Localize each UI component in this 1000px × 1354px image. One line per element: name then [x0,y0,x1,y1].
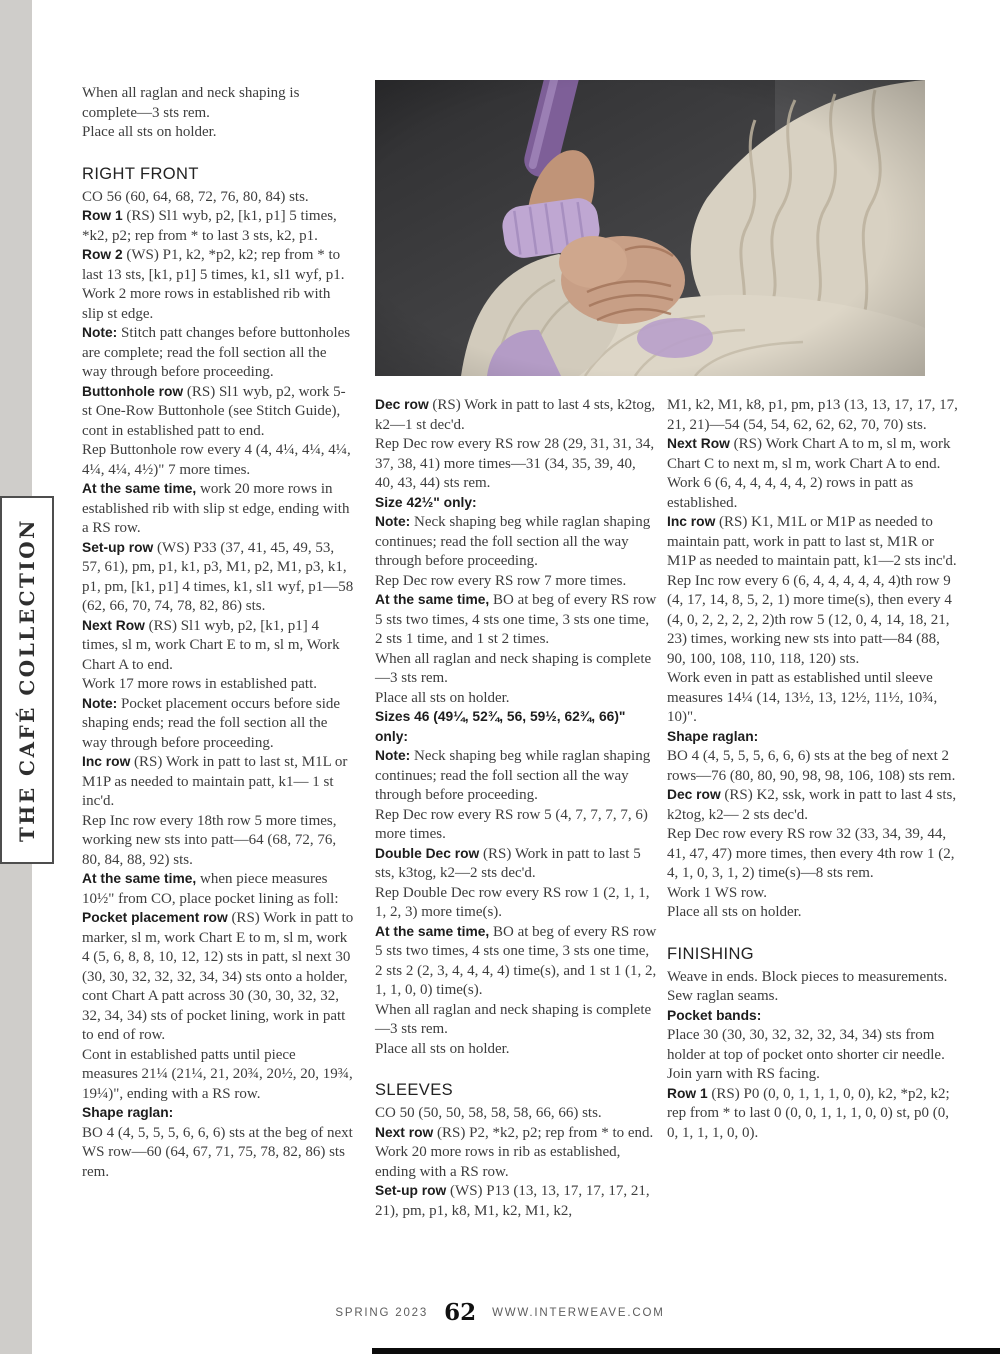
pattern-paragraph: Row 1 (RS) P0 (0, 0, 1, 1, 1, 0, 0), k2, *p2, k2; rep from * to last 0 (0, 0, 1, 1, 1, 0, 0) st, p0 (0, 0, 1, 1, 1, 0, 0). [667,1085,950,1141]
pattern-paragraph: Cont in established patts until piece measures 21¼ (21¼, 21, 20¾, 20½, 20, 19¾, 19¼)", ending with a RS row. [82,1046,353,1102]
pattern-paragraph: Place all sts on holder. [82,124,217,140]
bold-lead-in: Note: [375,514,411,529]
pattern-paragraph: BO 4 (4, 5, 5, 5, 6, 6, 6) sts at the beg of next WS row—60 (64, 67, 71, 75, 78, 82, 86) sts rem. [82,1124,353,1180]
bold-lead-in: Note: [82,325,118,341]
pattern-paragraph: Next row (RS) P2, *k2, p2; rep from * to end. [375,1124,654,1141]
bold-lead-in: Next Row [667,436,730,451]
pattern-paragraph: Set-up row (WS) P13 (13, 13, 17, 17, 17, 21, 21), pm, p1, k8, M1, k2, M1, k2, [375,1183,650,1219]
bold-lead-in: Inc row [82,754,131,770]
bold-lead-in: Double Dec row [375,845,480,861]
pattern-paragraph: Row 1 (RS) Sl1 wyb, p2, [k1, p1] 5 times, *k2, p2; rep from * to last 3 sts, k2, p1. [82,208,337,244]
pattern-paragraph: At the same time, when piece measures 10½" from CO, place pocket lining as foll: [82,871,339,907]
pattern-paragraph: Dec row (RS) K2, ssk, work in patt to last 4 sts, k2tog, k2— 2 sts dec'd. [667,787,957,823]
pattern-paragraph [82,1104,354,1124]
bold-lead-in: Row 2 [82,247,123,263]
pattern-paragraph: Work 2 more rows in established rib with slip st edge. [82,286,331,322]
pattern-paragraph: Place all sts on holder. [375,1040,510,1057]
footer-page-number: 62 [444,1299,477,1326]
page-footer [0,1301,1000,1324]
pattern-paragraph: Pocket placement row (RS) Work in patt to marker, sl m, work Chart E to m, sl m, work 4 (5, 6, 8, 8, 10, 12, 12) sts in patt, sl next 30 (30, 30, 32, 32, 32, 34, 34) sts onto a holder, cont Chart A patt across 30 (30, 30, 32, 32, 32, 34, 34) sts of pocket lining, work in patt to end of row. [82,910,354,1044]
pattern-paragraph: Work 17 more rows in established patt. [82,676,317,693]
pattern-paragraph: Place all sts on holder. [375,689,510,706]
bold-lead-in: At the same time, [82,871,197,887]
footer-website: WWW.INTERWEAVE.COM [492,1306,665,1319]
pattern-paragraph: Note: Neck shaping beg while raglan shaping continues; read the foll section all the way through before proceeding. [375,748,651,803]
bold-lead-in: At the same time, [375,592,490,607]
pattern-paragraph: Work 20 more rows in rib as established, ending with a RS row. [375,1144,621,1180]
pattern-paragraph: CO 56 (60, 64, 68, 72, 76, 80, 84) sts. [82,188,309,205]
pattern-paragraph: At the same time, work 20 more rows in established rib with slip st edge, ending with a RS row. [82,481,350,537]
section-heading: RIGHT FRONT [82,164,199,183]
bold-lead-in: Note: [375,748,411,763]
bold-lead-in: Buttonhole row [82,383,184,399]
section-heading: FINISHING [667,944,755,963]
pattern-paragraph: Rep Dec row every RS row 32 (33, 34, 39, 44, 41, 47, 47) more times, then every 4th row 1 (2, 4, 1, 0, 3, 1, 2) time(s)—8 sts rem. [667,826,955,881]
pattern-paragraph: Row 2 (WS) P1, k2, *p2, k2; rep from * to last 13 sts, [k1, p1] 5 times, k1, sl1 wyf, p1. [82,247,345,283]
pattern-paragraph: Buttonhole row (RS) Sl1 wyb, p2, work 5-st One-Row Buttonhole (see Stitch Guide), cont in established patt to end. [82,383,346,439]
bold-lead-in: Row 1 [82,208,123,224]
bold-lead-in: Pocket bands: [667,1007,762,1023]
text-column-middle [375,396,657,1221]
pattern-paragraph: Work 1 WS row. [667,884,768,901]
collection-banner [0,496,54,864]
bold-lead-in: Row 1 [667,1085,708,1101]
section-heading: SLEEVES [375,1081,454,1099]
pattern-paragraph: Note: Neck shaping beg while raglan shaping continues; read the foll section all the way through before proceeding. [375,514,651,569]
pattern-paragraph: Dec row (RS) Work in patt to last 4 sts, k2tog, k2—1 st dec'd. [375,397,656,433]
pattern-paragraph: Rep Inc row every 18th row 5 more times, working new sts into patt—64 (68, 72, 76, 80, 84, 88, 92) sts. [82,812,337,868]
pattern-paragraph: Rep Dec row every RS row 28 (29, 31, 31, 34, 37, 38, 41) more times—31 (34, 35, 39, 40, 40, 43, 44) sts rem. [375,436,655,491]
bold-lead-in: Shape raglan: [82,1105,174,1121]
pattern-paragraph: Inc row (RS) Work in patt to last st, M1L or M1P as needed to maintain patt, k1— 1 st inc'd. [82,754,348,810]
pattern-paragraph [667,728,959,748]
bold-lead-in: Inc row [667,514,716,529]
pattern-paragraph: M1, k2, M1, k8, p1, pm, p13 (13, 13, 17, 17, 17, 21, 21)—54 (54, 54, 62, 62, 62, 70, 70) sts. [667,397,958,433]
sweater-photo-illustration [375,80,925,376]
pattern-paragraph [667,1007,959,1027]
bold-lead-in: Dec row [375,397,429,412]
text-column-right [667,396,959,1143]
bottom-rule [372,1348,1000,1354]
pattern-paragraph: Next Row (RS) Work Chart A to m, sl m, work Chart C to next m, sl m, work Chart A to end. [667,436,951,472]
pattern-paragraph: Place 30 (30, 30, 32, 32, 32, 34, 34) sts from holder at top of pocket onto shorter cir needle. Join yarn with RS facing. [667,1027,945,1083]
bold-lead-in: Next row [375,1124,434,1140]
text-column-left [82,84,354,1182]
bold-lead-in: At the same time, [82,481,197,497]
pattern-paragraph: When all raglan and neck shaping is complete—3 sts rem. [375,650,652,686]
collection-banner-label: THE CAFÉ COLLECTION [15,518,39,842]
pattern-paragraph: At the same time, BO at beg of every RS row 5 sts two times, 4 sts one time, 3 sts one time, 2 sts 2 (2, 3, 4, 4, 4, 4) time(s), and 1 st 1 (1, 2, 1, 1, 0, 0) time(s). [375,923,657,998]
pattern-paragraph: Place all sts on holder. [667,904,802,920]
pattern-paragraph [375,494,657,514]
footer-season: SPRING 2023 [335,1306,429,1319]
bold-lead-in: Shape raglan: [667,728,759,744]
pattern-paragraph: BO 4 (4, 5, 5, 5, 6, 6, 6) sts at the beg of next 2 rows—76 (80, 80, 90, 98, 98, 106, 108) sts rem. [667,748,956,784]
pattern-paragraph: Work even in patt as established until sleeve measures 14¼ (14, 13½, 13, 12½, 11½, 10¾, 10)". [667,670,938,725]
pattern-paragraph: Rep Dec row every RS row 5 (4, 7, 7, 7, 7, 6) more times. [375,806,648,842]
bold-lead-in: Size 42½" only: [375,494,477,510]
pattern-paragraph: Note: Pocket placement occurs before side shaping ends; read the foll section all the way through before proceeding. [82,695,341,751]
pattern-paragraph: At the same time, BO at beg of every RS row 5 sts two times, 4 sts one time, 3 sts one time, 2 sts 1 time, and 1 st 2 times. [375,592,657,647]
pattern-paragraph: Note: Stitch patt changes before buttonholes are complete; read the foll section all the way through before proceeding. [82,325,351,381]
bold-lead-in: Set-up row [375,1183,447,1199]
bold-lead-in: Sizes 46 (49¼, 52¾, 56, 59½, 62¾, 66)" only: [375,709,626,744]
pattern-paragraph: When all raglan and neck shaping is complete—3 sts rem. [82,85,300,121]
bold-lead-in: Next Row [82,617,145,633]
bold-lead-in: Set-up row [82,539,154,555]
pattern-paragraph: Work 6 (6, 4, 4, 4, 4, 4, 2) rows in patt as established. [667,475,914,511]
pattern-paragraph: Rep Buttonhole row every 4 (4, 4¼, 4¼, 4¼, 4¼, 4¼, 4½)" 7 more times. [82,442,351,478]
pattern-paragraph: Weave in ends. Block pieces to measurements. Sew raglan seams. [667,968,948,1005]
bold-lead-in: Dec row [667,787,721,802]
sweater-photo [375,80,925,376]
pattern-paragraph: Next Row (RS) Sl1 wyb, p2, [k1, p1] 4 times, sl m, work Chart E to m, sl m, Work Chart A to end. [82,617,340,673]
pattern-paragraph: Double Dec row (RS) Work in patt to last 5 sts, k3tog, k2—2 sts dec'd. [375,845,641,881]
pattern-paragraph [375,708,657,747]
pattern-paragraph: When all raglan and neck shaping is complete—3 sts rem. [375,1001,652,1037]
pattern-paragraph: Inc row (RS) K1, M1L or M1P as needed to maintain patt, work in patt to last st, M1R or M1P as needed to maintain patt, k1—2 sts inc'd. [667,514,957,569]
bold-lead-in: At the same time, [375,923,490,939]
pattern-paragraph: Rep Dec row every RS row 7 more times. [375,572,627,589]
pattern-paragraph: Rep Inc row every 6 (6, 4, 4, 4, 4, 4, 4)th row 9 (4, 17, 14, 8, 5, 2, 1) more time(s), then every 4 (4, 0, 2, 2, 2, 2, 2)th row 5 (12, 0, 4, 14, 18, 21, 23) times, working new sts into patt—84 (88, 90, 100, 108, 110, 118, 120) sts. [667,572,952,667]
pattern-paragraph: CO 50 (50, 50, 58, 58, 58, 66, 66) sts. [375,1105,602,1122]
bold-lead-in: Note: [82,695,118,711]
pattern-paragraph: Set-up row (WS) P33 (37, 41, 45, 49, 53, 57, 61), pm, p1, k1, p3, M1, p2, M1, p3, k1, p1, pm, [k1, p1] 4 times, k1, sl1 wyf, p1—58 (62, 66, 70, 74, 78, 82, 86) sts. [82,539,354,615]
bold-lead-in: Pocket placement row [82,910,228,926]
pattern-paragraph: Rep Double Dec row every RS row 1 (2, 1, 1, 1, 2, 3) more time(s). [375,884,650,920]
